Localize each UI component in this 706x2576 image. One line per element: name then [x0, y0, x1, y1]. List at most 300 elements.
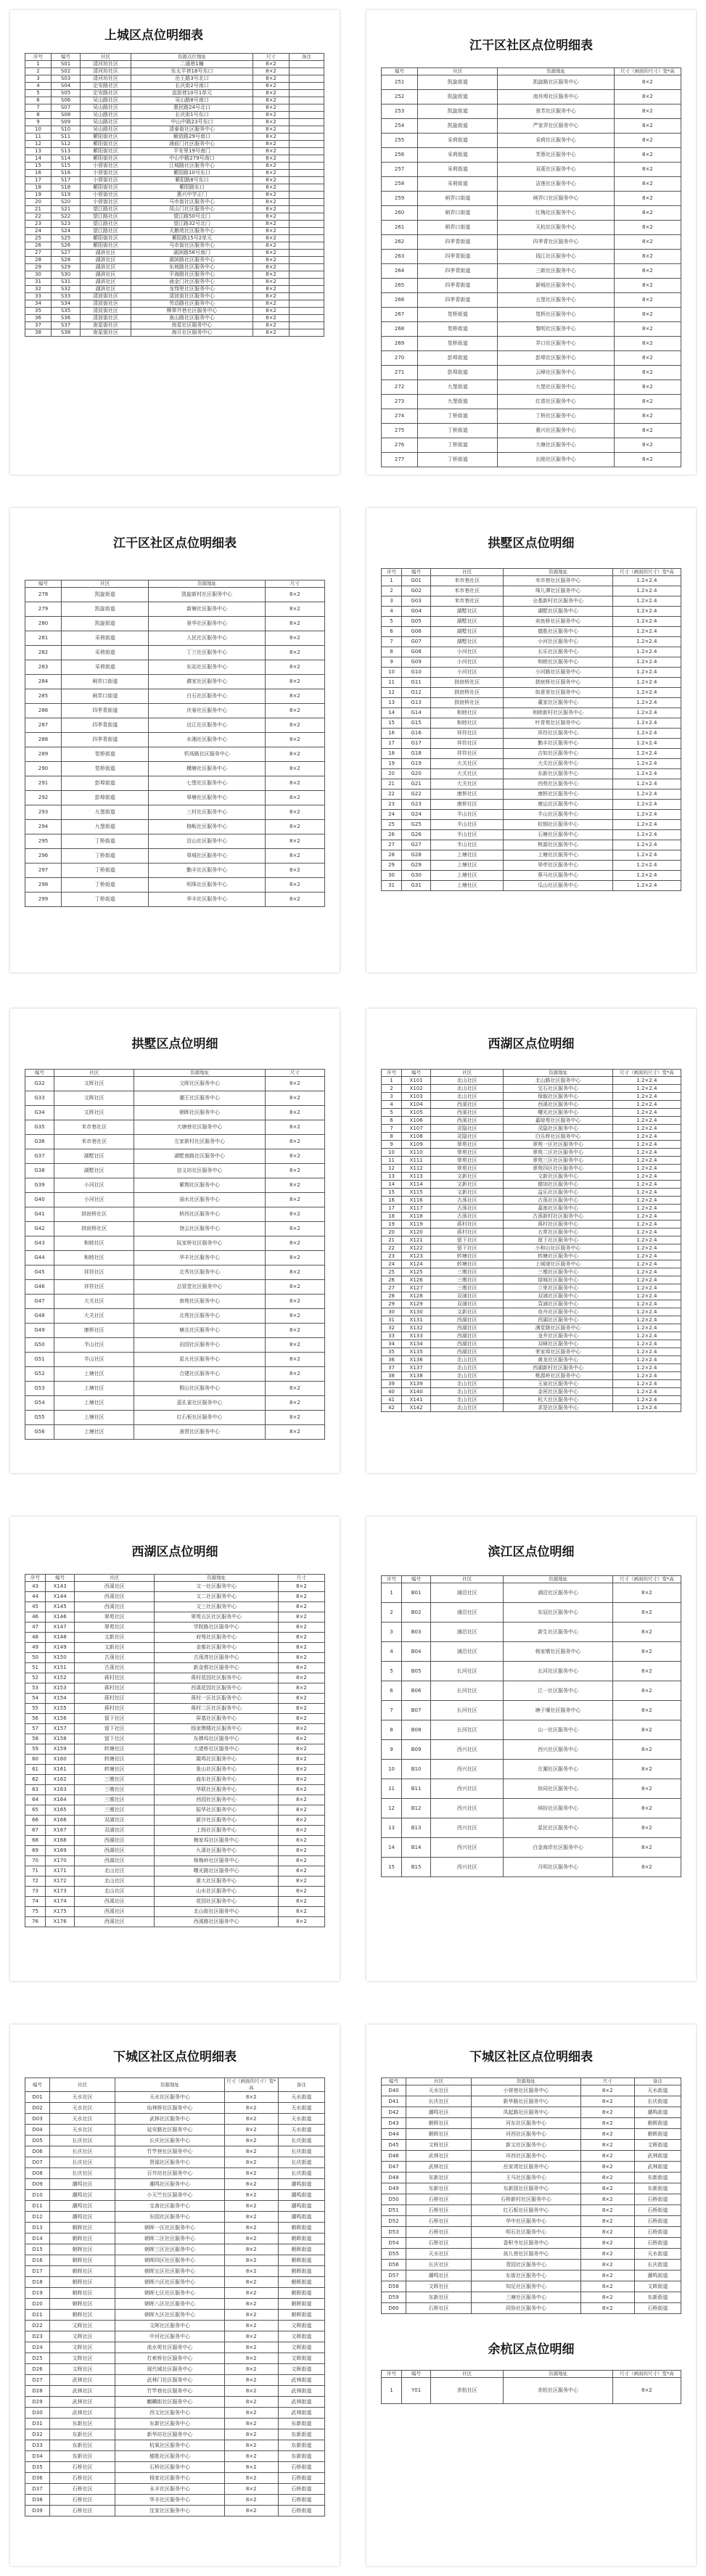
table-cell: B04	[402, 1642, 431, 1662]
table-cell: 1.2×2.4	[612, 1284, 681, 1292]
table-cell: 4	[382, 1642, 402, 1662]
table-header-row	[25, 54, 324, 61]
table-row	[25, 2168, 325, 2179]
table-cell: D56	[382, 2260, 406, 2271]
table-cell	[290, 192, 324, 199]
table-cell: 朝晖社区	[50, 2266, 115, 2277]
table-row	[25, 2375, 325, 2386]
table-row	[382, 749, 681, 759]
table-cell: 和睦社区	[54, 1236, 134, 1251]
table-cell: 270	[382, 351, 418, 366]
table-cell: 宝善社区服务中心	[115, 2201, 224, 2212]
table-cell: 1	[25, 61, 52, 68]
table-cell: X154	[46, 1694, 75, 1704]
table-cell: D29	[25, 2397, 50, 2408]
table-cell: 8×2	[253, 104, 290, 112]
table-cell: 朝晖街道	[634, 2129, 681, 2140]
table-cell: 余杭社区服务中心	[504, 2378, 612, 2404]
table-cell: 1.2×2.4	[612, 668, 681, 678]
table-row	[25, 2440, 325, 2451]
table-cell: 蒋村社区	[431, 1221, 504, 1228]
table-cell: X144	[46, 1592, 75, 1602]
table-cell: Y01	[402, 2378, 431, 2404]
table-row	[382, 235, 681, 250]
table-cell: 254	[382, 119, 418, 134]
table-cell: 白乐桥社区服务中心	[504, 1133, 612, 1141]
table-cell: 华丰社区服务中心	[149, 893, 265, 907]
table-cell: 石桥社区	[50, 2495, 115, 2506]
table-cell: 半山社区	[431, 810, 504, 820]
table-cell: 蒋村社区	[75, 1704, 155, 1714]
table-cell: 西溪社区	[75, 1917, 155, 1927]
table-row	[25, 1744, 325, 1755]
table-row	[25, 1382, 325, 1396]
table-cell: 左家新村社区服务中心	[134, 1135, 265, 1149]
table-yuhang	[381, 2370, 681, 2404]
table-cell: 8×2	[253, 112, 290, 119]
table-row	[25, 322, 324, 329]
table-cell: X153	[46, 1683, 75, 1694]
table-cell	[290, 170, 324, 177]
table-cell: 采荷街道	[62, 631, 149, 646]
table-cell: 石桥街道	[634, 2205, 681, 2216]
table-cell: 杭钢社区服务中心	[504, 820, 612, 830]
table-row	[382, 2281, 681, 2292]
table-row	[25, 2506, 325, 2516]
table-cell: 绿城社区服务中心	[504, 1276, 612, 1284]
table-row	[25, 2277, 325, 2288]
sheet-title: 江干区社区点位明细表	[113, 536, 237, 551]
table-cell: 8×2	[278, 1612, 324, 1623]
table-row	[25, 112, 324, 119]
sheet-jianggan-2	[10, 508, 340, 972]
table-cell: 湖滨路社区服务中心	[131, 257, 253, 264]
table-cell: 7	[382, 1125, 402, 1133]
table-cell	[290, 206, 324, 213]
table-cell: 23	[25, 221, 52, 228]
table-cell: 8×2	[614, 322, 681, 337]
table-cell: 1.2×2.4	[612, 1316, 681, 1324]
table-cell: G26	[402, 830, 431, 840]
table-cell: 朝晖社区	[50, 2255, 115, 2266]
table-cell: 彭埠街道	[62, 791, 149, 805]
table-cell: 1.2×2.4	[612, 749, 681, 759]
table-cell: 拱宸桥社区	[431, 678, 504, 688]
table-cell: 朝晖六区社区服务中心	[115, 2277, 224, 2288]
table-cell: G23	[402, 800, 431, 810]
table-cell: 1	[382, 576, 402, 586]
table-cell	[290, 286, 324, 293]
table-cell	[290, 112, 324, 119]
table-cell: D02	[25, 2103, 50, 2114]
table-cell: S02	[52, 68, 81, 75]
table-cell: 华中社区服务中心	[472, 2216, 580, 2227]
table-cell: 景华社区服务中心	[149, 617, 265, 631]
table-cell: 64	[25, 1795, 46, 1805]
table-cell: 石桥街道	[634, 2303, 681, 2314]
table-row	[382, 1236, 681, 1244]
table-cell: 33	[382, 1332, 402, 1340]
table-cell: D27	[25, 2375, 50, 2386]
table-cell: 石桥街道	[634, 2194, 681, 2205]
table-cell: 8×2	[580, 2096, 634, 2107]
column-header: 社区	[62, 581, 149, 588]
table-cell: 红石板社区服务中心	[134, 1411, 265, 1425]
table-cell: 西兴社区	[431, 1838, 504, 1858]
table-cell: S23	[52, 221, 81, 228]
table-cell: 石桥街道	[278, 2495, 324, 2506]
table-cell: 8×2	[265, 1193, 324, 1207]
table-row	[382, 1356, 681, 1364]
table-cell: B06	[402, 1681, 431, 1701]
table-cell: 60	[25, 1755, 46, 1765]
table-cell: 石塘社区服务中心	[504, 830, 612, 840]
table-cell: G48	[25, 1309, 54, 1324]
table-row	[25, 1714, 325, 1724]
table-cell: G53	[25, 1382, 54, 1396]
table-cell	[290, 264, 324, 271]
table-cell: G24	[402, 810, 431, 820]
table-cell: 8×2	[253, 148, 290, 155]
table-cell: 朝晖街道	[278, 2310, 324, 2321]
table-cell: 13	[382, 698, 402, 708]
table-cell: S21	[52, 206, 81, 213]
table-row	[25, 1106, 325, 1120]
table-cell: 天水街道	[278, 2103, 324, 2114]
table-row	[25, 177, 324, 184]
table-cell: 祥符社区	[54, 1280, 134, 1295]
table-cell: D43	[382, 2118, 406, 2129]
table-cell: 6	[382, 627, 402, 637]
table-cell: S38	[52, 329, 81, 337]
table-cell: 43	[25, 1582, 46, 1592]
table-row	[25, 104, 324, 112]
table-cell: 1.2×2.4	[612, 729, 681, 739]
table-row	[25, 1324, 325, 1338]
table-cell: 文新社区	[431, 1181, 504, 1189]
table-row	[382, 759, 681, 769]
table-row	[25, 1755, 325, 1765]
table-cell: 转塘社区	[75, 1765, 155, 1775]
table-cell: 浦沿社区	[431, 1603, 504, 1623]
table-cell: 8×2	[253, 199, 290, 206]
table-row	[382, 75, 681, 90]
table-row	[382, 1244, 681, 1252]
table-cell: X169	[46, 1846, 75, 1856]
table-cell: 西溪社区	[75, 1602, 155, 1612]
table-row	[25, 155, 324, 163]
column-header: 序号	[382, 569, 402, 576]
table-cell	[290, 134, 324, 141]
table-cell: 朝晖八区社区服务中心	[115, 2299, 224, 2310]
column-header: 尺寸	[265, 1070, 324, 1077]
table-cell: 8×2	[265, 1207, 324, 1222]
table-cell: 东园社区服务中心	[115, 2212, 224, 2223]
table-cell: 8×2	[614, 351, 681, 366]
table-cell: 吴山路社区	[81, 119, 131, 126]
column-header: 编号	[382, 2078, 406, 2085]
table-cell	[290, 228, 324, 235]
table-cell: 278	[25, 588, 62, 602]
table-cell: 小河社区	[54, 1178, 134, 1193]
table-cell: 湖墅社区	[431, 637, 504, 647]
table-cell: 长庆街道	[634, 2260, 681, 2271]
table-cell: 276	[382, 438, 418, 453]
sheet-xiacheng-2	[366, 2025, 696, 2566]
table-cell: 望江路50号北门	[131, 213, 253, 221]
table-cell: 半山社区	[431, 830, 504, 840]
table-cell: 西园社区服务中心	[155, 1795, 278, 1805]
table-cell: 8×2	[278, 1714, 324, 1724]
table-row	[25, 1582, 325, 1592]
table-row	[25, 286, 324, 293]
table-cell: 8×2	[265, 660, 324, 675]
column-header: 社区	[406, 2078, 472, 2085]
table-row	[382, 1332, 681, 1340]
table-row	[382, 2162, 681, 2173]
table-cell: 28	[382, 1292, 402, 1300]
table-header-row	[382, 569, 681, 576]
table-cell: 256	[382, 148, 418, 163]
table-row	[382, 1085, 681, 1093]
table-cell	[290, 308, 324, 315]
table-row	[25, 1309, 325, 1324]
table-cell: 闸弄口街道	[418, 221, 498, 235]
table-cell: X141	[402, 1396, 431, 1404]
table-cell: 五常社区服务中心	[504, 1228, 612, 1236]
table-row	[25, 2462, 325, 2473]
table-cell: 北山路社区服务中心	[504, 1077, 612, 1085]
table-row	[25, 2125, 325, 2136]
table-cell: 朝晖二区社区服务中心	[115, 2234, 224, 2244]
table-cell: 1.2×2.4	[612, 647, 681, 657]
table-cell: 潮鸣社区	[50, 2179, 115, 2190]
table-cell: 8×2	[265, 1367, 324, 1382]
table-row	[382, 2151, 681, 2162]
table-cell: 天杭社区服务中心	[498, 221, 614, 235]
table-cell: 长河社区	[431, 1662, 504, 1681]
table-cell: 252	[382, 90, 418, 104]
table-cell: 8×2	[253, 250, 290, 257]
table-cell: 彭埠社区服务中心	[498, 351, 614, 366]
table-cell: 3	[25, 75, 52, 83]
table-row	[25, 1643, 325, 1653]
table-cell: 西溪花园社区服务中心	[155, 1683, 278, 1694]
table-cell: 8×2	[265, 1135, 324, 1149]
table-cell: 271	[382, 366, 418, 380]
table-row	[25, 1704, 325, 1714]
table-cell: 9	[382, 657, 402, 668]
table-cell: 青园社区服务中心	[472, 2260, 580, 2271]
table-cell: 笕桥街道	[418, 308, 498, 322]
table-row	[25, 2244, 325, 2255]
column-header: 序号	[382, 2371, 402, 2378]
table-row	[382, 1189, 681, 1197]
table-row	[382, 409, 681, 424]
table-cell: 8×2	[580, 2271, 634, 2281]
table-cell: 8×2	[278, 1592, 324, 1602]
table-cell: 采荷街道	[418, 163, 498, 177]
table-cell	[290, 235, 324, 242]
table-cell: 朝晖社区	[50, 2244, 115, 2255]
table-cell	[290, 177, 324, 184]
table-cell: 小和山社区服务中心	[504, 1244, 612, 1252]
table-cell: 近江社区服务中心	[149, 718, 265, 733]
table-cell: 人民社区服务中心	[149, 631, 265, 646]
table-cell: 1.2×2.4	[612, 1205, 681, 1213]
table-cell: 水湘社区服务中心	[149, 733, 265, 747]
table-row	[25, 170, 324, 177]
table-cell: 1.2×2.4	[612, 779, 681, 789]
column-header: 序号	[382, 1070, 402, 1077]
table-cell: 1.2×2.4	[612, 1133, 681, 1141]
table-cell: 二通巷1幢	[131, 61, 253, 68]
table-cell: 8×2	[580, 2085, 634, 2096]
table-cell: 8×2	[265, 1091, 324, 1106]
table-cell: 留下社区服务中心	[504, 1236, 612, 1244]
table-cell: 大塘社区服务中心	[498, 438, 614, 453]
table-cell: 四季青街道	[418, 279, 498, 293]
table-cell: 8×2	[278, 1653, 324, 1663]
table-cell: 东新社区	[50, 2419, 115, 2429]
table-cell: 东新社区	[50, 2440, 115, 2451]
table-row	[382, 1583, 681, 1603]
table-cell: D58	[382, 2281, 406, 2292]
table-cell: 36	[382, 1356, 402, 1364]
table-cell: 皋城社区服务中心	[149, 849, 265, 864]
table-cell: 上塘社区	[54, 1396, 134, 1411]
table-row	[25, 1164, 325, 1178]
table-row	[382, 1276, 681, 1284]
table-cell: 武林社区	[406, 2151, 472, 2162]
column-header: 资源地址	[504, 2371, 612, 2378]
table-cell: 康桥社区服务中心	[504, 789, 612, 800]
table-cell: G20	[402, 769, 431, 779]
table-cell: X128	[402, 1292, 431, 1300]
table-cell: B02	[402, 1603, 431, 1623]
table-cell: X114	[402, 1181, 431, 1189]
table-cell: 文新社区	[75, 1643, 155, 1653]
table-cell: 8×2	[614, 148, 681, 163]
table-cell: S30	[52, 271, 81, 279]
table-cell	[290, 322, 324, 329]
table-cell: 8×2	[224, 2114, 278, 2125]
table-cell: 8×2	[265, 1295, 324, 1309]
table-cell: 望江路社区	[81, 228, 131, 235]
table-cell: 红梅社区服务中心	[498, 206, 614, 221]
table-cell: 留下社区	[75, 1714, 155, 1724]
table-row	[25, 1193, 325, 1207]
table-cell: 庆春社区服务中心	[149, 704, 265, 718]
table-row	[382, 840, 681, 850]
table-cell: 小营街社区	[81, 170, 131, 177]
table-cell: 长庆街1号东口	[131, 112, 253, 119]
table-cell: 北苑社区服务中心	[134, 1309, 265, 1324]
table-cell: 学院路社区服务中心	[155, 1623, 278, 1633]
table-row	[25, 184, 324, 192]
table-cell: X129	[402, 1300, 431, 1308]
table-cell: S10	[52, 126, 81, 134]
table-cell: 8×2	[253, 97, 290, 104]
table-cell: 5	[382, 1109, 402, 1117]
table-cell: G18	[402, 749, 431, 759]
table-cell: 勤丰社区服务中心	[149, 864, 265, 878]
table-row	[382, 2173, 681, 2183]
table-row	[25, 733, 325, 747]
table-cell: 武林社区	[406, 2162, 472, 2173]
table-jianggan-1	[381, 67, 681, 467]
table-cell: 8×2	[253, 177, 290, 184]
table-cell: 紫阳街社区	[81, 184, 131, 192]
table-cell: 小营街社区	[81, 192, 131, 199]
column-header: 资源地址	[134, 1070, 265, 1077]
table-cell: 8×2	[580, 2162, 634, 2173]
sheet-gongshu-2	[10, 1009, 340, 1473]
table-cell: 朝晖社区	[50, 2277, 115, 2288]
table-cell: G21	[402, 779, 431, 789]
table-cell: 曙光社区服务中心	[504, 1109, 612, 1117]
table-cell: 8×2	[278, 1602, 324, 1612]
table-cell: 文晖社区	[50, 2331, 115, 2342]
table-cell: 38	[25, 329, 52, 337]
table-cell: X108	[402, 1133, 431, 1141]
table-cell: S34	[52, 300, 81, 308]
table-cell: G25	[402, 820, 431, 830]
table-cell: 武林街道	[278, 2386, 324, 2397]
table-cell: 280	[25, 617, 62, 631]
table-row	[25, 1367, 325, 1382]
sheet-gongshu-1	[366, 508, 696, 972]
column-header: 资源地址	[504, 1576, 612, 1583]
table-cell: 云峰社区服务中心	[498, 366, 614, 380]
table-row	[25, 675, 325, 689]
table-cell: 康桥社区	[431, 789, 504, 800]
table-cell: 264	[382, 264, 418, 279]
table-cell: 8×2	[224, 2321, 278, 2331]
table-cell: X140	[402, 1388, 431, 1396]
table-cell: 惠兴中学正门	[131, 192, 253, 199]
table-header-row	[382, 2371, 681, 2378]
table-cell: 西溪社区	[431, 1117, 504, 1125]
table-row	[382, 1292, 681, 1300]
table-cell: 8×2	[265, 588, 324, 602]
table-cell: 长庆街2号南口	[131, 83, 253, 90]
table-cell: 仓基新村社区服务中心	[504, 596, 612, 607]
table-cell: G27	[402, 840, 431, 850]
table-cell: 8×2	[224, 2473, 278, 2484]
table-cell: 29	[25, 264, 52, 271]
table-cell: 8×2	[278, 1755, 324, 1765]
table-row	[382, 1125, 681, 1133]
table-row	[25, 2212, 325, 2223]
table-cell: 杨梅岭社区服务中心	[155, 1856, 278, 1866]
table-cell: 吴山路社区	[81, 104, 131, 112]
table-cell: 61	[25, 1765, 46, 1775]
table-cell: 马市街社区服务中心	[131, 242, 253, 250]
table-cell: 296	[25, 849, 62, 864]
table-cell: 东新社区	[50, 2451, 115, 2462]
table-cell: 21	[25, 206, 52, 213]
table-cell: X101	[402, 1077, 431, 1085]
table-cell: 8×2	[278, 1856, 324, 1866]
table-row	[25, 791, 325, 805]
table-row	[382, 2378, 681, 2404]
table-cell: 田园社区服务中心	[134, 1338, 265, 1353]
table-row	[25, 68, 324, 75]
table-cell: 黎明社区服务中心	[498, 322, 614, 337]
table-row	[25, 2353, 325, 2364]
table-cell: 古荡社区	[75, 1663, 155, 1673]
